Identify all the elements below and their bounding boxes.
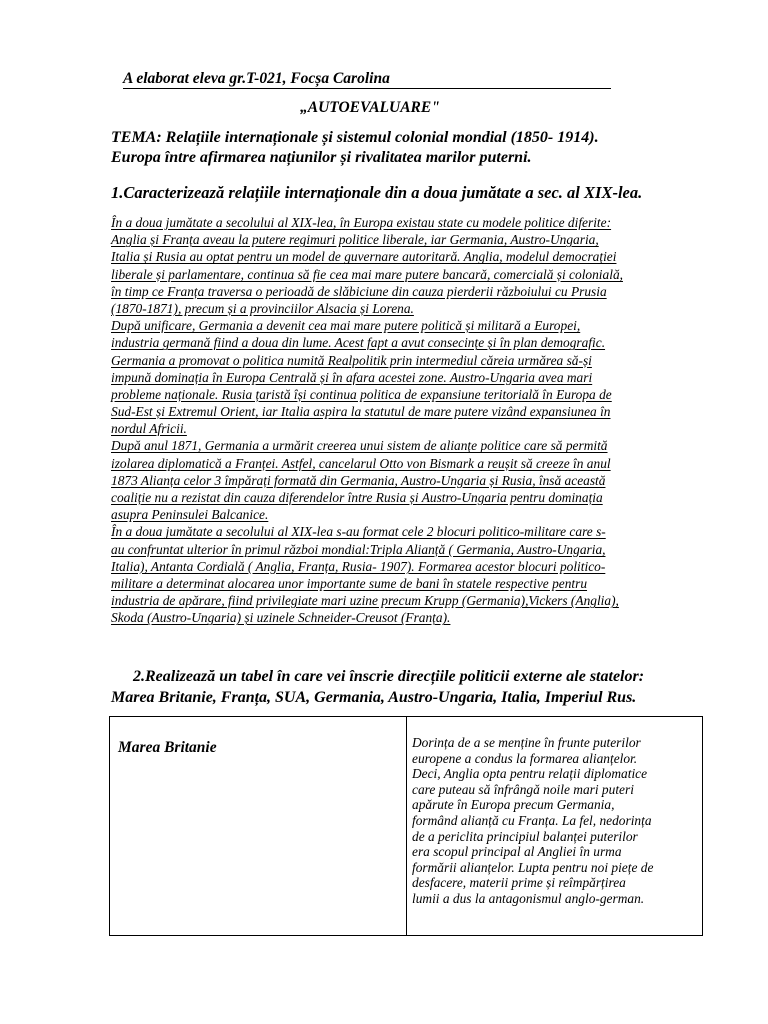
answer-line: După unificare, Germania a devenit cea mai mare putere politică și militară a Europei, — [111, 318, 581, 334]
answer-line: asupra Peninsulei Balcanice. — [111, 507, 269, 523]
question-1-answer — [111, 214, 721, 627]
description-line: era scopul principal al Angliei în urma — [412, 844, 622, 860]
answer-line: După anul 1871, Germania a urmărit creerea unui sistem de alianțe politice care să permită — [111, 438, 608, 454]
description-line: formând alianță cu Franța. La fel, nedorința — [412, 812, 652, 828]
answer-line: liberale și parlamentare, continua să fie cea mai mare putere bancară, comercială și colonială, — [111, 266, 623, 282]
question-1-heading: 1.Caracterizează relațiile internaționale din a doua jumătate a sec. al XIX-lea. — [111, 183, 643, 202]
answer-line: Sud-Est și Extremul Orient, iar Italia aspira la statutul de mare putere vizând expansiunea în — [111, 404, 611, 420]
description-line: care puteau să înfrângă noile mari puteri — [412, 781, 634, 797]
table-cell-country: Marea Britanie — [110, 717, 407, 935]
answer-line: nordul Africii. — [111, 421, 187, 437]
answer-line: coaliție nu a rezistat din cauza diferendelor între Rusia și Austro-Ungaria pentru dominația — [111, 490, 603, 505]
author-line: A elaborat eleva gr.T-021, Focșa Carolina — [123, 70, 611, 89]
answer-line: în timp ce Franța traversa o perioadă de slăbiciune din cauza pierderii războiului cu Prusia — [111, 283, 607, 299]
answer-line: Italia), Antanta Cordială ( Anglia, Franța, Rusia- 1907). Formarea acestor blocuri politico- — [111, 558, 606, 574]
answer-line: (1870-1871), precum și a provinciilor Alsacia și Lorena. — [111, 300, 414, 316]
answer-line: impună dominația în Europa Centrală și în afara acestei zone. Austro-Ungaria avea mari — [111, 369, 593, 385]
description-line: desfacere, materii prime și reîmpărțirea — [412, 875, 626, 891]
answer-line: În a doua jumătate a secolului al XIX-lea, în Europa existau state cu modele politice diferite: — [111, 215, 612, 230]
answer-line: 1873 Alianța celor 3 împărați formată din Germania, Austro-Ungaria și Rusia, însă această — [111, 472, 606, 488]
description-line: Dorința de a se menține în frunte puterilor — [412, 735, 641, 750]
question-2-heading — [111, 666, 721, 708]
answer-line: industria germană fiind a doua din lume. Acest fapt a avut consecințe și în plan demografic. — [111, 335, 606, 351]
answer-line: militare a determinat alocarea unor importante sume de bani în statele respective pentru — [111, 575, 588, 591]
foreign-policy-table — [109, 716, 703, 936]
topic-line: Europa între afirmarea națiunilor și rivalitatea marilor puterni. — [111, 149, 532, 166]
description-line: europene a condus la formarea alianțelor. — [412, 750, 638, 766]
description-line: Deci, Anglia opta pentru relații diplomatice — [412, 766, 648, 782]
topic-line: TEMA: Relațiile internaționale și sistemul colonial mondial (1850- 1914). — [111, 129, 599, 146]
answer-line: probleme naționale. Rusia țaristă își continua politica de expansiune teritorială în Europa de — [111, 386, 612, 402]
answer-line: au confruntat ulterior în primul război mondial:Tripla Alianță ( Germania, Austro-Ungaria, — [111, 541, 606, 557]
answer-line: Skoda (Austro-Ungaria) și uzinele Schneider-Creusot (Franța). — [111, 610, 451, 626]
table-cell-description — [407, 717, 702, 935]
answer-line: Germania a promovat o politica numită Realpolitik prin intermediul căreia urmărea să-și — [111, 352, 592, 368]
description-line: lumii a dus la antagonismul anglo-german. — [412, 890, 645, 906]
answer-line: Italia și Rusia au optat pentru un model de guvernare autoritară. Anglia, modelul democrației — [111, 249, 617, 265]
topic-heading — [111, 128, 731, 168]
document-title: „AUTOEVALUARE" — [300, 99, 440, 116]
description-line: formării alianțelor. Lupta pentru noi piețe de — [412, 859, 654, 875]
answer-line: Anglia și Franța aveau la putere regimuri politice liberale, iar Germania, Austro-Ungaria, — [111, 232, 599, 248]
answer-line: izolarea diplomatică a Franței. Astfel, cancelarul Otto von Bismark a reușit să creeze în anul — [111, 455, 611, 471]
answer-line: industria de apărare, fiind privilegiate mari uzine precum Krupp (Germania),Vickers (Anglia), — [111, 593, 619, 609]
description-line: apărute în Europa precum Germania, — [412, 797, 615, 813]
answer-line: În a doua jumătate a secolului al XIX-lea s-au format cele 2 blocuri politico-militare care s- — [111, 524, 606, 540]
description-line: de a periclita principiul balanței puterilor — [412, 828, 638, 844]
question-2-line: 2.Realizează un tabel în care vei înscrie direcțiile politicii externe ale statelor: — [133, 668, 645, 685]
question-2-line: Marea Britanie, Franța, SUA, Germania, Austro-Ungaria, Italia, Imperiul Rus. — [111, 689, 637, 706]
